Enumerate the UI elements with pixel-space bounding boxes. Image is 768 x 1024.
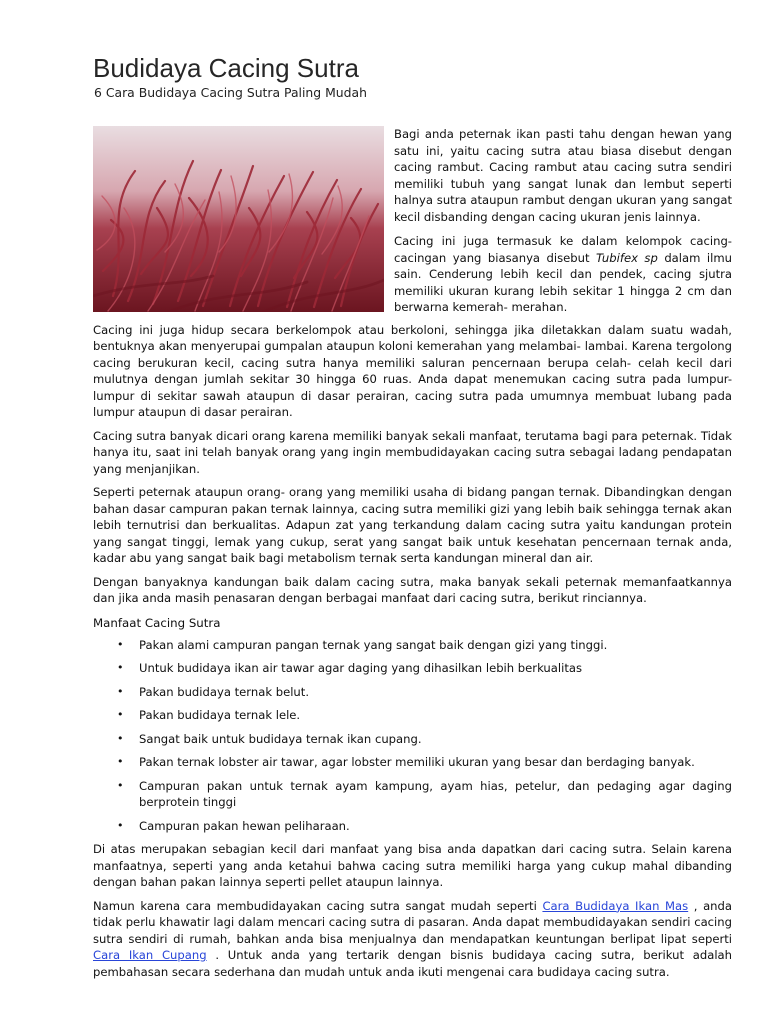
benefit-text: Pakan budidaya ternak lele. [139, 708, 301, 722]
intro-section [93, 126, 732, 316]
benefits-list [93, 637, 732, 835]
benefit-item [93, 731, 732, 748]
silk-worm-illustration [93, 126, 384, 312]
benefit-text: Campuran pakan untuk ternak ayam kampung, ayam hias, petelur, dan pedaging agar daging berprotein tinggi [139, 778, 732, 809]
bullet-icon: • [117, 731, 124, 745]
benefit-item [93, 684, 732, 701]
benefit-text: Pakan budidaya ternak belut. [139, 684, 310, 699]
paragraph-colonies: Cacing ini juga hidup secara berkelompok atau berkoloni, sehingga jika diletakkan dalam suatu wadah, bentuknya akan menyerupai gumpalan ataupun koloni kemerahan yang melambai- lambai. Karena tergolong cacing berukuran kecil, cacing sutra hanya memiliki saluran pencernaan berupa celah- celah kecil dari mulutnya dengan jumlah sekitar 30 hingga 60 ruas. Anda dapat menemukan cacing sutra pada lumpur- lumpur di sekitar sawah ataupun di dasar perairan, cacing sutra pada umumnya membuat lubang pada lumpur ataupun di dasar perairan. [93, 322, 732, 419]
paragraph-benefits-intro: Dengan banyaknya kandungan baik dalam cacing sutra, maka banyak sekali peternak memanfaatkannya dan jika anda masih penasaran dengan berbagai manfaat dari cacing sutra, berikut rinciannya. [93, 574, 732, 605]
bullet-icon: • [117, 684, 124, 698]
benefit-text: Sangat baik untuk budidaya ternak ikan cupang. [139, 731, 422, 746]
benefit-text: Pakan ternak lobster air tawar, agar lobster memiliki ukuran yang besar dan berdaging banyak. [139, 755, 695, 769]
bullet-icon: • [117, 755, 124, 768]
link-cara-ikan-cupang[interactable]: Cara Ikan Cupang [93, 948, 207, 962]
benefit-text: Pakan alami campuran pangan ternak yang sangat baik dengan gizi yang tinggi. [139, 637, 608, 652]
intro-paragraph-2 [394, 233, 732, 316]
benefit-item [93, 660, 732, 677]
paragraph-cultivation-end: . Untuk anda yang tertarik dengan bisnis budidaya cacing sutra, berikut adalah pembahasan secara sederhana dan mudah untuk anda ikuti mengenai cara budidaya cacing sutra. [93, 948, 732, 979]
paragraph-nutrition: Seperti peternak ataupun orang- orang yang memiliki usaha di bidang pangan ternak. Dibandingkan dengan bahan dasar campuran pakan ternak lainnya, cacing sutra memiliki gizi yang lebih baik sehingga ternak akan lebih ternutrisi dan berkualitas. Adapun zat yang terkandung dalam cacing sutra yaitu kandungan protein yang sangat tinggi, lemak yang cukup, serat yang sangat baik untuk kesehatan pencernaan ternak anda, kadar abu yang sangat baik bagi metabolism ternak serta kandungan mineral dan air. [93, 485, 732, 565]
document-page [93, 52, 732, 980]
paragraph-demand: Cacing sutra banyak dicari orang karena memiliki banyak sekali manfaat, terutama bagi para peternak. Tidak hanya itu, saat ini telah banyak orang yang ingin membudidayakan cacing sutra sebagai ladang pendapatan yang menjanjikan. [93, 428, 732, 476]
benefit-item [93, 637, 732, 654]
page-title: Budidaya Cacing Sutra [93, 53, 359, 83]
benefit-item [93, 754, 732, 771]
intro-paragraph-1: Bagi anda peternak ikan pasti tahu dengan hewan yang satu ini, yaitu cacing sutra atau biasa disebut dengan cacing rambut. Cacing rambut atau cacing sutra sendiri memiliki tubuh yang sangat lunak dan lembut seperti halnya sutra ataupun rambut dengan ukuran yang sangat kecil disbanding dengan cacing ukuran jenis lainnya. [394, 127, 732, 224]
benefit-item [93, 778, 732, 811]
bullet-icon: • [117, 818, 124, 832]
paragraph-price: Di atas merupakan sebagian kecil dari manfaat yang bisa anda dapatkan dari cacing sutra. Selain karena manfaatnya, seperti yang anda ketahui bahwa cacing sutra memiliki harga yang cukup mahal dibanding dengan bahan pakan lainnya seperti pellet ataupun lainnya. [93, 842, 732, 889]
benefit-text: Campuran pakan hewan peliharaan. [139, 818, 350, 833]
bullet-icon: • [117, 637, 124, 651]
species-name: Tubifex sp [596, 250, 658, 265]
page-subtitle: 6 Cara Budidaya Cacing Sutra Paling Mudah [94, 85, 367, 100]
bullet-icon: • [117, 708, 124, 721]
paragraph-cultivation [93, 898, 732, 981]
bullet-icon: • [117, 661, 124, 674]
link-cara-budidaya-ikan-mas[interactable]: Cara Budidaya Ikan Mas [542, 898, 689, 913]
paragraph-cultivation-start: Namun karena cara membudidayakan cacing sutra sangat mudah seperti [93, 898, 543, 913]
intro-paragraph-2-end: dalam ilmu sain. Cenderung lebih kecil dan pendek, cacing sjutra memiliki ukuran kurang lebih sekitar 1 hingga 2 cm dan berwarna kemerah- merahan. [394, 250, 732, 314]
benefit-item [93, 707, 732, 724]
benefits-heading: Manfaat Cacing Sutra [93, 615, 221, 630]
intro-paragraph-2-start: Cacing ini juga termasuk ke dalam kelompok cacing- cacingan yang biasanya disebut [394, 234, 732, 265]
intro-text [394, 126, 732, 316]
bullet-icon: • [117, 778, 124, 792]
paragraph-cultivation-middle: , anda tidak perlu khawatir lagi dalam mencari cacing sutra di pasaran. Anda dapat membudidayakan sendiri cacing sutra sendiri di rumah, bahkan anda bisa menjualnya dan mendapatkan keuntungan berlipat lipat seperti [93, 898, 732, 946]
silk-worm-photo [93, 126, 384, 312]
benefit-text: Untuk budidaya ikan air tawar agar daging yang dihasilkan lebih berkualitas [139, 661, 583, 675]
benefit-item [93, 818, 732, 835]
